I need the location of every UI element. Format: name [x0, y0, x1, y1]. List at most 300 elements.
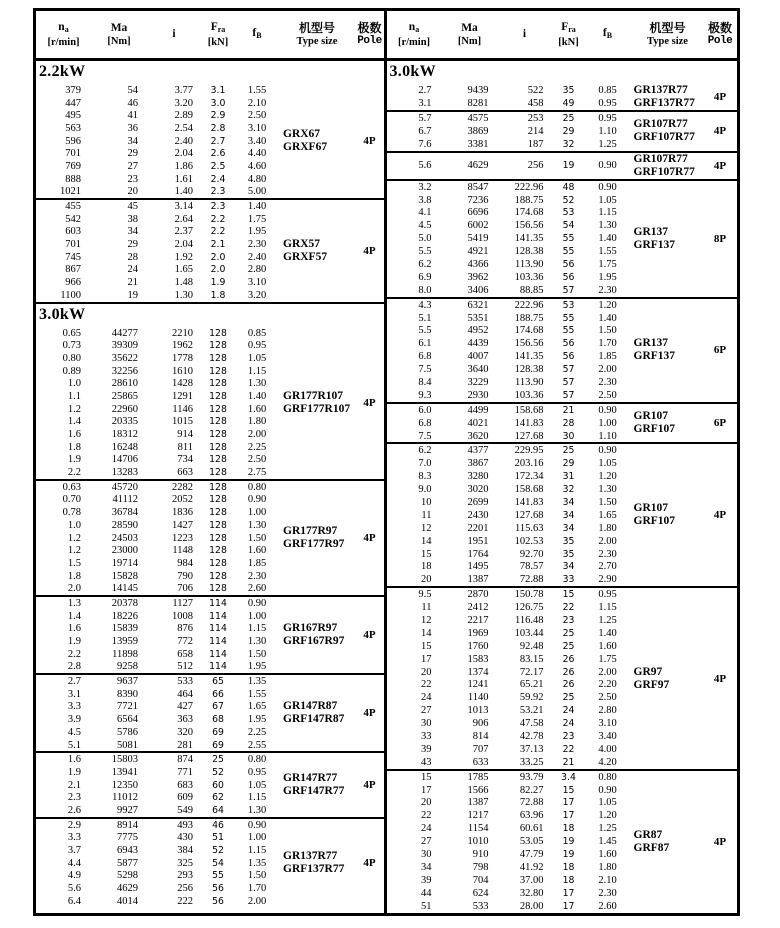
cell-overhung-load: 23: [562, 731, 575, 743]
cell-ratio: 47.58: [519, 718, 544, 730]
cell-service-factor: 0.90: [598, 160, 617, 172]
cell-output-torque: 3280: [467, 471, 489, 483]
cell-ratio: 28.00: [519, 900, 544, 912]
cell-service-factor: 3.10: [247, 277, 267, 289]
cell-overhung-load: 128: [209, 441, 227, 453]
cell-output-speed: 5.5: [418, 246, 432, 258]
table-row: [36, 390, 279, 403]
type-size-label: GR107: [633, 410, 668, 423]
pole-badge: 4P: [713, 835, 727, 848]
table-row: [36, 339, 279, 352]
table-row: [36, 675, 279, 688]
cell-output-torque: 1495: [467, 561, 489, 573]
type-size-label: GR107: [633, 502, 668, 515]
cell-ratio: 533: [177, 676, 193, 688]
type-size-label: GRF137R77: [283, 863, 345, 876]
cell-output-speed: 8.3: [418, 471, 432, 483]
cell-output-torque: 798: [472, 861, 489, 873]
cell-service-factor: 2.30: [247, 239, 267, 251]
cell-service-factor: 1.50: [598, 496, 617, 508]
table-row: [36, 532, 279, 545]
cell-output-torque: 3020: [467, 484, 489, 496]
cell-output-torque: 38: [127, 213, 138, 225]
cell-ratio: 1223: [172, 532, 193, 544]
pole-badge: 4P: [363, 779, 376, 792]
cell-ratio: 458: [527, 97, 544, 109]
cell-service-factor: 2.25: [247, 441, 267, 453]
table-row: [387, 666, 630, 679]
cell-service-factor: 2.00: [598, 666, 617, 678]
table-row: [387, 483, 630, 496]
cell-overhung-load: 35: [562, 548, 575, 560]
table-row: [36, 791, 279, 804]
cell-ratio: 1.65: [174, 264, 193, 276]
cell-overhung-load: 22: [562, 602, 575, 614]
table-row: [36, 779, 279, 792]
cell-overhung-load: 128: [209, 507, 227, 519]
cell-overhung-load: 2.3: [210, 201, 226, 213]
header-unit: [Nm]: [107, 35, 131, 47]
cell-service-factor: 2.50: [247, 110, 267, 122]
type-size-cell: [279, 84, 355, 198]
cell-service-factor: 0.90: [598, 445, 617, 457]
cell-ratio: 158.68: [514, 404, 544, 416]
cell-overhung-load: 128: [209, 481, 227, 493]
cell-output-speed: 3.2: [418, 181, 432, 193]
cell-output-speed: 1.2: [67, 532, 81, 544]
table-row: [387, 900, 630, 913]
header-symbol: Ma: [110, 21, 128, 34]
table-row: [387, 653, 630, 666]
cell-ratio: 222.96: [514, 181, 544, 193]
cell-output-speed: 22: [421, 810, 432, 822]
cell-output-speed: 769: [65, 160, 81, 172]
cell-output-torque: 1140: [467, 692, 489, 704]
cell-overhung-load: 114: [209, 661, 227, 673]
table-row: [36, 610, 279, 623]
pole-badge: 4P: [713, 125, 727, 138]
cell-service-factor: 0.90: [247, 819, 267, 831]
cell-output-speed: 14: [421, 535, 432, 547]
table-row: [387, 181, 630, 194]
pole-badge: 4P: [713, 509, 727, 522]
table-right-half: [387, 11, 738, 913]
cell-output-torque: 9637: [117, 676, 138, 688]
cell-overhung-load: 69: [212, 739, 224, 751]
table-row: [387, 743, 630, 756]
header-unit: Type size: [647, 35, 688, 47]
type-size-label: GRX67: [283, 128, 321, 141]
pole-badge: 4P: [363, 629, 376, 642]
cell-service-factor: 0.95: [598, 589, 617, 601]
cell-output-speed: 24: [421, 823, 432, 835]
type-size-label: GR107R77: [633, 118, 688, 131]
cell-service-factor: 4.60: [247, 160, 267, 172]
table-row: [387, 324, 630, 337]
cell-output-speed: 7.5: [418, 430, 432, 442]
cell-ratio: 464: [177, 688, 193, 700]
cell-output-torque: 1217: [467, 810, 489, 822]
cell-ratio: 156.56: [514, 338, 544, 350]
cell-ratio: 874: [177, 754, 193, 766]
cell-ratio: 293: [177, 870, 193, 882]
cell-output-speed: 966: [65, 277, 81, 289]
cell-ratio: 1.40: [174, 186, 193, 198]
cell-output-torque: 814: [472, 731, 489, 743]
cell-overhung-load: 128: [209, 545, 227, 557]
cell-output-torque: 2201: [467, 522, 489, 534]
cell-overhung-load: 46: [212, 819, 224, 831]
cell-ratio: 2282: [172, 481, 193, 493]
cell-service-factor: 1.60: [598, 849, 617, 861]
cell-overhung-load: 128: [209, 390, 227, 402]
cell-output-speed: 495: [65, 110, 81, 122]
cell-ratio: 128.38: [514, 364, 544, 376]
cell-output-speed: 7.0: [418, 458, 432, 470]
cell-ratio: 2.04: [174, 239, 193, 251]
cell-output-speed: 3.3: [67, 701, 81, 713]
table-row: [36, 713, 279, 726]
cell-output-torque: 4377: [467, 445, 489, 457]
cell-overhung-load: 55: [212, 870, 224, 882]
cell-output-torque: 39309: [111, 340, 138, 352]
cell-output-torque: 3620: [467, 430, 489, 442]
cell-output-speed: 17: [421, 784, 432, 796]
table-row: [387, 717, 630, 730]
cell-service-factor: 0.95: [598, 112, 617, 124]
type-size-cell: [279, 597, 355, 673]
table-row: [387, 548, 630, 561]
cell-output-speed: 24: [421, 692, 432, 704]
cell-overhung-load: 19: [562, 849, 575, 861]
cell-ratio: 1291: [172, 390, 193, 402]
table-row: [387, 509, 630, 522]
spec-block-GR137: [387, 297, 738, 402]
pole-badge: 4P: [713, 672, 727, 685]
table-row: [387, 756, 630, 769]
data-rows: [387, 588, 630, 768]
type-size-label: GRX57: [283, 237, 321, 250]
cell-output-speed: 1021: [60, 186, 81, 198]
cell-output-torque: 1154: [467, 823, 489, 835]
cell-output-torque: 23: [127, 173, 138, 185]
cell-ratio: 1836: [172, 507, 193, 519]
cell-output-torque: 11012: [112, 792, 138, 804]
cell-overhung-load: 114: [209, 623, 227, 635]
cell-ratio: 187: [527, 138, 544, 150]
type-size-label: GR97: [633, 665, 663, 678]
cell-output-speed: 11: [421, 602, 432, 614]
table-row: [36, 352, 279, 365]
table-row: [387, 299, 630, 312]
cell-output-torque: 624: [472, 887, 489, 899]
cell-ratio: 72.17: [519, 666, 544, 678]
cell-ratio: 150.78: [514, 589, 544, 601]
cell-ratio: 1.48: [174, 277, 193, 289]
pole-badge: 8P: [713, 232, 727, 245]
table-row: [387, 245, 630, 258]
cell-service-factor: 0.90: [598, 181, 617, 193]
table-row: [387, 809, 630, 822]
cell-ratio: 771: [177, 766, 193, 778]
cell-output-speed: 4.5: [67, 726, 81, 738]
cell-output-torque: 23000: [111, 545, 138, 557]
column-header-row-left: [36, 11, 384, 61]
cell-service-factor: 4.20: [598, 756, 617, 768]
cell-overhung-load: 128: [209, 557, 227, 569]
table-row: [36, 726, 279, 739]
header-service-factor: [235, 27, 279, 42]
table-body-left: [36, 61, 384, 913]
table-row: [36, 428, 279, 441]
cell-output-torque: 3640: [467, 364, 489, 376]
header-unit: Type size: [296, 35, 338, 47]
cell-ratio: 116.48: [515, 615, 544, 626]
header-subscript: ra: [568, 24, 576, 34]
cell-overhung-load: 128: [209, 570, 227, 582]
type-size-label: GRF107R77: [633, 131, 695, 144]
type-size-cell: [279, 200, 355, 302]
type-size-label: GR147R87: [283, 700, 338, 713]
type-size-cell: [630, 112, 706, 151]
cell-output-speed: 888: [65, 173, 81, 185]
table-row: [387, 679, 630, 692]
cell-output-speed: 1.0: [67, 519, 81, 531]
cell-service-factor: 1.30: [247, 804, 267, 816]
cell-service-factor: 3.40: [598, 731, 617, 743]
cell-output-speed: 6.8: [418, 351, 432, 363]
cell-output-torque: 18312: [111, 429, 138, 441]
cell-overhung-load: 57: [562, 364, 575, 376]
table-row: [36, 688, 279, 701]
table-row: [36, 701, 279, 714]
cell-output-torque: 1764: [467, 548, 489, 560]
cell-output-torque: 14145: [111, 583, 138, 595]
cell-overhung-load: 69: [212, 726, 224, 738]
cell-output-torque: 704: [472, 874, 489, 886]
cell-overhung-load: 64: [212, 804, 224, 816]
table-row: [387, 444, 630, 457]
cell-ratio: 2.64: [174, 213, 193, 225]
cell-output-torque: 6002: [467, 220, 489, 232]
cell-overhung-load: 56: [212, 895, 224, 907]
cell-overhung-load: 19: [562, 160, 575, 172]
spec-block-GR167R97: [36, 595, 384, 673]
table-row: [387, 470, 630, 483]
cell-output-speed: 0.89: [62, 365, 81, 377]
cell-output-speed: 2.6: [67, 804, 81, 816]
cell-output-torque: 34: [127, 135, 138, 147]
cell-ratio: 1015: [172, 416, 193, 428]
table-row: [36, 494, 279, 507]
cell-overhung-load: 18: [562, 874, 575, 886]
cell-service-factor: 2.80: [598, 705, 617, 717]
cell-service-factor: 2.00: [247, 895, 267, 907]
pole-badge: 4P: [713, 159, 727, 172]
cell-overhung-load: 1.9: [210, 277, 226, 289]
cell-output-speed: 0.63: [62, 481, 81, 493]
cell-overhung-load: 34: [562, 509, 575, 521]
cell-output-torque: 9439: [467, 85, 489, 97]
table-row: [387, 84, 630, 97]
gearmotor-spec-table: [33, 8, 740, 916]
cell-service-factor: 5.00: [247, 186, 267, 198]
cell-overhung-load: 2.9: [210, 110, 226, 122]
cell-output-torque: 18226: [111, 610, 138, 622]
cell-overhung-load: 24: [562, 718, 575, 730]
cell-service-factor: 1.15: [598, 207, 617, 219]
type-size-label: GRXF57: [283, 250, 328, 263]
cell-output-speed: 6.8: [418, 417, 432, 429]
cell-overhung-load: 2.2: [210, 213, 226, 225]
type-size-label: GR107R77: [633, 152, 688, 165]
cell-ratio: 1.30: [174, 289, 193, 301]
cell-output-torque: 8914: [117, 819, 138, 831]
cell-output-speed: 6.1: [418, 338, 432, 350]
cell-overhung-load: 2.0: [210, 264, 226, 276]
cell-ratio: 1778: [172, 352, 193, 364]
cell-output-speed: 15: [421, 548, 432, 560]
header-overhung-load: [552, 21, 586, 49]
cell-service-factor: 1.75: [598, 258, 617, 270]
cell-output-speed: 0.70: [62, 494, 81, 506]
cell-output-speed: 1.9: [67, 766, 81, 778]
table-row: [387, 887, 630, 900]
cell-overhung-load: 22: [562, 743, 575, 755]
cell-output-torque: 20: [127, 186, 138, 198]
cell-overhung-load: 54: [562, 220, 575, 232]
cell-ratio: 790: [177, 570, 193, 582]
cell-overhung-load: 26: [562, 666, 575, 678]
table-row: [387, 861, 630, 874]
type-size-label: GR147R77: [283, 772, 338, 785]
cell-service-factor: 2.00: [247, 429, 267, 441]
cell-output-torque: 1010: [467, 836, 489, 848]
cell-output-torque: 1760: [467, 640, 489, 652]
header-unit: [r/min]: [47, 36, 80, 48]
cell-ratio: 876: [177, 623, 193, 635]
cell-output-speed: 1.8: [67, 570, 81, 582]
data-rows: [36, 84, 279, 198]
cell-service-factor: 1.85: [598, 351, 617, 363]
header-unit: Pole: [357, 34, 382, 47]
cell-ratio: 60.61: [519, 823, 544, 835]
cell-output-torque: 1013: [467, 705, 489, 717]
cell-service-factor: 2.60: [598, 900, 617, 912]
table-row: [387, 691, 630, 704]
cell-overhung-load: 128: [209, 378, 227, 390]
table-row: [36, 365, 279, 378]
cell-output-torque: 3869: [467, 125, 489, 137]
cell-output-torque: 28: [127, 251, 138, 263]
cell-output-torque: 9927: [117, 804, 138, 816]
cell-service-factor: 1.60: [247, 545, 267, 557]
cell-output-torque: 36: [127, 122, 138, 134]
table-row: [36, 109, 279, 122]
spec-block-GR97: [387, 586, 738, 768]
cell-service-factor: 1.85: [247, 557, 267, 569]
cell-output-torque: 14706: [111, 454, 138, 466]
cell-service-factor: 2.00: [598, 535, 617, 547]
table-row: [36, 623, 279, 636]
cell-output-speed: 1.9: [67, 454, 81, 466]
cell-output-speed: 0.73: [62, 340, 81, 352]
cell-overhung-load: 128: [209, 519, 227, 531]
cell-ratio: 222.96: [514, 299, 544, 311]
cell-overhung-load: 57: [562, 389, 575, 401]
cell-service-factor: 1.75: [598, 653, 617, 665]
spec-block-GR107: [387, 402, 738, 443]
table-row: [387, 704, 630, 717]
cell-service-factor: 1.95: [247, 661, 267, 673]
spec-block-GRX57: [36, 198, 384, 302]
table-row: [387, 822, 630, 835]
cell-output-torque: 3406: [467, 284, 489, 296]
table-row: [36, 454, 279, 467]
cell-output-torque: 707: [472, 743, 489, 755]
section-title: 3.0kW: [389, 63, 436, 80]
cell-overhung-load: 128: [209, 583, 227, 595]
cell-ratio: 222: [177, 895, 193, 907]
header-unit: [kN]: [207, 36, 229, 48]
cell-output-torque: 46: [127, 97, 138, 109]
spec-block-GR137R77: [387, 84, 738, 110]
data-rows: [387, 112, 630, 151]
cell-service-factor: 1.35: [247, 857, 267, 869]
cell-output-torque: 906: [472, 718, 489, 730]
table-row: [387, 522, 630, 535]
cell-overhung-load: 55: [562, 233, 575, 245]
cell-overhung-load: 17: [562, 900, 575, 912]
cell-output-speed: 3.1: [418, 97, 432, 109]
cell-service-factor: 2.30: [598, 548, 617, 560]
cell-output-speed: 5.0: [418, 233, 432, 245]
cell-ratio: 32.80: [519, 887, 544, 899]
cell-ratio: 82.27: [519, 784, 544, 796]
table-row: [387, 125, 630, 138]
header-cjk-label: 机型号: [298, 20, 335, 35]
spec-block-GR107: [387, 442, 738, 586]
cell-overhung-load: 128: [209, 467, 227, 479]
table-row: [387, 312, 630, 325]
cell-overhung-load: 34: [562, 496, 575, 508]
type-size-label: GR137R77: [633, 84, 688, 96]
header-symbol: $F_{ra}$: [561, 20, 576, 34]
cell-output-speed: 379: [65, 84, 81, 96]
cell-output-speed: 5.1: [418, 312, 432, 324]
cell-output-torque: 6696: [467, 207, 489, 219]
cell-output-speed: 5.1: [67, 739, 81, 751]
header-symbol: $f_B$: [252, 27, 262, 40]
table-row: [387, 97, 630, 110]
cell-output-torque: 28610: [111, 378, 138, 390]
cell-output-torque: 7721: [117, 701, 138, 713]
table-row: [36, 870, 279, 883]
cell-output-torque: 54: [127, 84, 138, 96]
cell-ratio: 384: [177, 845, 193, 857]
section-title: 3.0kW: [39, 305, 86, 323]
cell-output-speed: 0.78: [62, 507, 81, 519]
cell-overhung-load: 128: [209, 494, 227, 506]
cell-service-factor: 0.85: [247, 327, 267, 339]
cell-ratio: 158.68: [514, 484, 544, 496]
cell-output-torque: 41: [127, 110, 138, 122]
cell-ratio: 1.61: [174, 173, 193, 185]
cell-service-factor: 1.55: [247, 688, 267, 700]
cell-output-torque: 6943: [117, 845, 138, 857]
table-row: [36, 819, 279, 832]
table-row: [387, 588, 630, 601]
